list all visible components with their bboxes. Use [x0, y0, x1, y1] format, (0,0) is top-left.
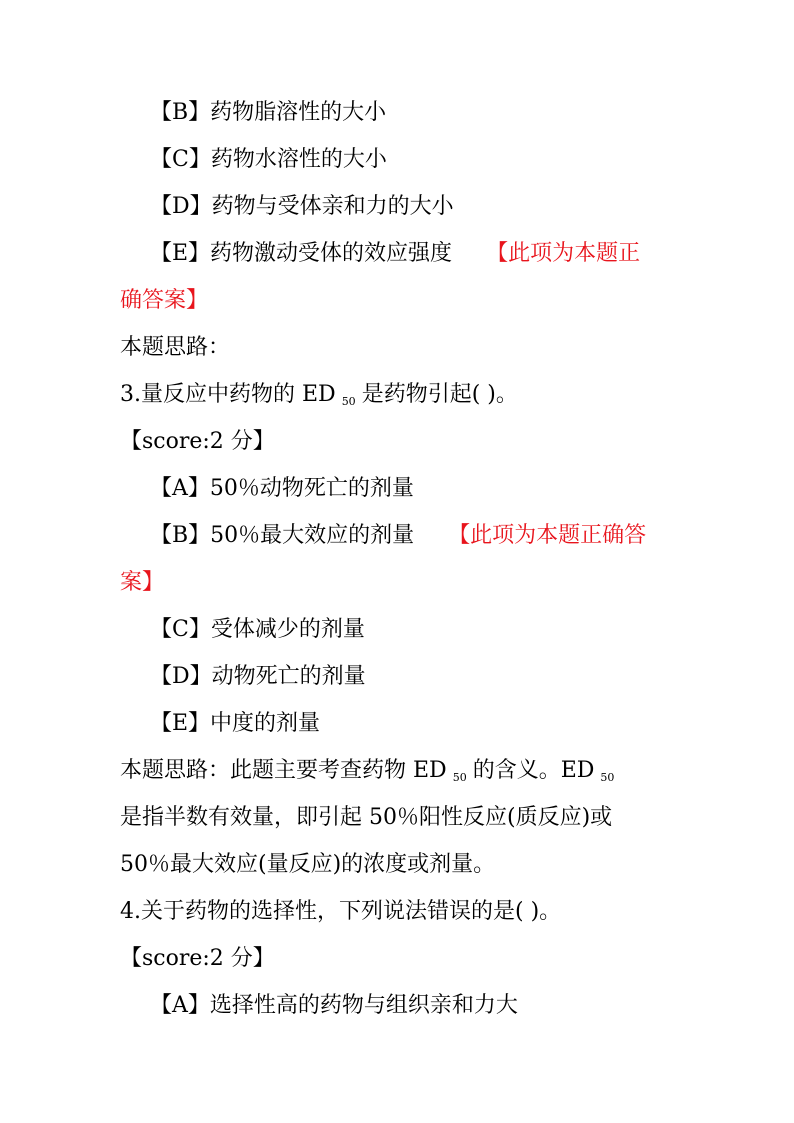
option-b: 【B】药物脂溶性的大小 — [150, 100, 387, 125]
q3-option-c: 【C】受体减少的剂量 — [150, 617, 365, 642]
option-d: 【D】药物与受体亲和力的大小 — [150, 194, 454, 219]
q3-option-b — [150, 521, 646, 551]
correct-answer-mark: 【此项为本题正 — [486, 241, 641, 266]
q3-correct-answer-mark-continued: 案】 — [120, 570, 165, 595]
q3-option-d: 【D】动物死亡的剂量 — [150, 664, 366, 689]
q3-explanation-line-3: 50％最大效应(量反应)的浓度或剂量。 — [120, 852, 496, 877]
option-e-text: 【E】药物激动受体的效应强度 — [150, 241, 453, 266]
question-3-score: 【score:2 分】 — [120, 429, 275, 454]
q3-explanation-line-1: 本题思路：此题主要考查药物 ED $_{50}$ 的含义。ED $_{50}$ — [120, 758, 615, 784]
q3-option-a: 【A】50％动物死亡的剂量 — [150, 476, 414, 501]
q3-correct-answer-mark: 【此项为本题正确答 — [448, 523, 647, 548]
q3-explanation-line-2: 是指半数有效量，即引起 50％阳性反应(质反应)或 — [120, 805, 613, 830]
q3-option-e: 【E】中度的剂量 — [150, 711, 321, 736]
q3-option-b-text: 【B】50％最大效应的剂量 — [150, 523, 415, 548]
option-c: 【C】药物水溶性的大小 — [150, 147, 387, 172]
correct-answer-mark-continued: 确答案】 — [120, 288, 209, 313]
question-3-stem: 3.量反应中药物的 ED $_{50}$ 是药物引起( )。 — [120, 382, 518, 408]
question-4-stem: 4.关于药物的选择性，下列说法错误的是( )。 — [120, 899, 562, 924]
question-4-score: 【score:2 分】 — [120, 946, 275, 971]
option-e — [150, 239, 640, 269]
explanation-label: 本题思路： — [120, 335, 231, 360]
q4-option-a: 【A】选择性高的药物与组织亲和力大 — [150, 993, 518, 1018]
